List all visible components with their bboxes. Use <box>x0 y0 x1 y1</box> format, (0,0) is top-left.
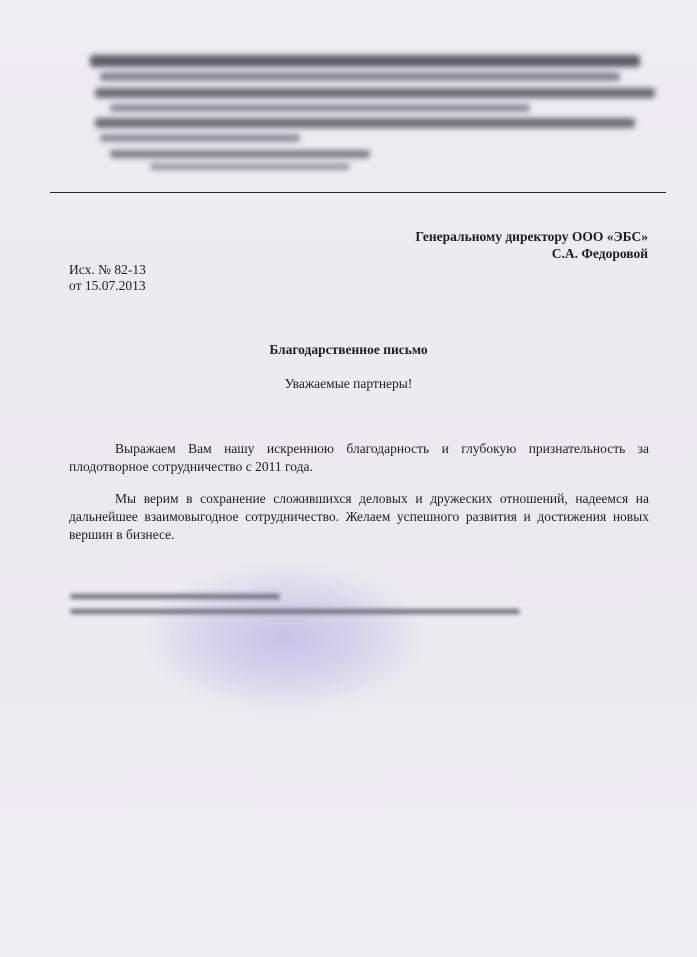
letter-title: Благодарственное письмо <box>269 342 428 357</box>
redacted-stamp <box>150 568 420 708</box>
recipient-block <box>415 228 648 262</box>
outgoing-date: от 15.07.2013 <box>69 278 146 293</box>
redacted-signature-line-1 <box>70 594 280 599</box>
recipient-position: Генеральному директору ООО «ЭБС» <box>415 229 648 244</box>
recipient-name: С.А. Федоровой <box>551 246 648 261</box>
letter-paragraph-2: Мы верим в сохранение сложившихся деловых и дружеских отношений, надеемся на дальнейшее взаимовыгодное сотрудничество. Желаем успешного развития и достижения новых вершин в бизнесе. <box>69 491 649 542</box>
outgoing-number: Исх. № 82-13 <box>69 262 146 277</box>
outgoing-reference <box>69 262 146 294</box>
letter-greeting: Уважаемые партнеры! <box>284 376 413 391</box>
letter-paragraph-1: Выражаем Вам нашу искреннюю благодарность и глубокую признательность за плодотворное сотрудничество с 2011 года. <box>69 441 649 474</box>
redacted-signature-line-2 <box>70 609 520 614</box>
header-divider <box>50 192 666 193</box>
